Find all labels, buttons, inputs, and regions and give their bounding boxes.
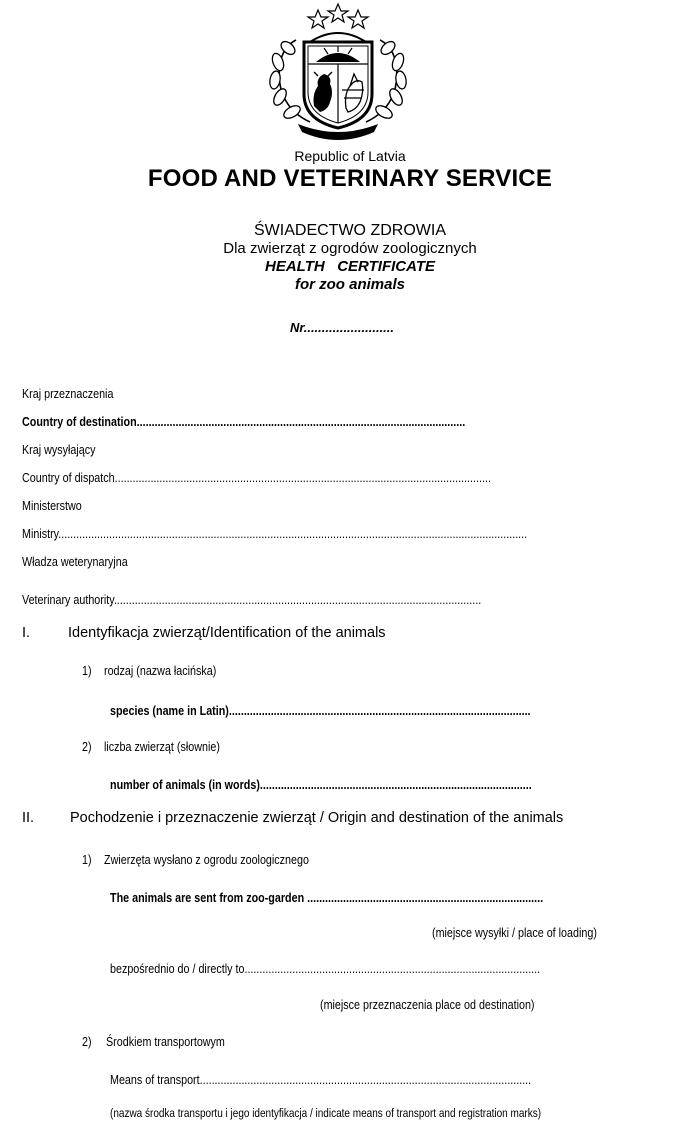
section-1-title: Identyfikacja zwierząt/Identification of the animals <box>68 625 386 641</box>
ministry-label-pl: Ministerstwo <box>22 499 82 513</box>
means-of-transport-field: Means of transport............................................................................................................... <box>110 1073 532 1087</box>
destination-label-pl: Kraj przeznaczenia <box>22 387 114 401</box>
section-2-item-2-number: 2) <box>82 1035 92 1049</box>
animal-count-field: number of animals (in words)........................................................................................... <box>110 778 532 792</box>
dispatch-label-pl: Kraj wysyłający <box>22 443 96 457</box>
place-of-loading-note: (miejsce wysyłki / place of loading) <box>432 926 597 940</box>
place-of-destination-note: (miejsce przeznaczenia place od destination) <box>320 998 535 1012</box>
ministry-field: Ministry............................................................................................................................................................. <box>22 527 528 541</box>
destination-field: Country of destination.............................................................................................................. <box>22 415 466 429</box>
transport-registration-note: (nazwa środka transportu i jego identyfikacja / indicate means of transport and registration marks) <box>110 1106 542 1120</box>
zoo-origin-label-pl: Zwierzęta wysłano z ogrodu zoologicznego <box>104 853 309 867</box>
section-1-number: I. <box>22 625 31 641</box>
section-2-number: II. <box>22 810 35 826</box>
section-2-item-1-number: 1) <box>82 853 92 867</box>
species-label-pl: rodzaj (nazwa łacińska) <box>104 664 217 678</box>
certificate-title-en: HEALTH CERTIFICATE <box>265 258 435 275</box>
dispatch-field: Country of dispatch.............................................................................................................................. <box>22 471 491 485</box>
section-1-item-1-number: 1) <box>82 664 92 678</box>
certificate-number-field: Nr......................... <box>289 320 395 335</box>
certificate-title-pl: ŚWIADECTWO ZDROWIA <box>254 222 446 239</box>
certificate-subtitle-en: for zoo animals <box>294 276 406 293</box>
species-field: species (name in Latin)..................................................................................................... <box>110 704 531 718</box>
certificate-subtitle-pl: Dla zwierząt z ogrodów zoologicznych <box>223 240 477 257</box>
vet-authority-label-pl: Władza weterynaryjna <box>22 555 128 569</box>
transport-label-pl: Środkiem transportowym <box>106 1035 225 1049</box>
section-2-title: Pochodzenie i przeznaczenie zwierząt / Origin and destination of the animals <box>70 810 564 826</box>
animal-count-label-pl: liczba zwierząt (słownie) <box>104 740 220 754</box>
directly-to-field: bezpośrednio do / directly to................................................................................................... <box>110 962 541 976</box>
zoo-origin-field: The animals are sent from zoo-garden ............................................................................... <box>110 891 544 905</box>
service-title: FOOD AND VETERINARY SERVICE <box>147 165 553 192</box>
vet-authority-field: Veterinary authority........................................................................................................................... <box>22 593 482 607</box>
section-1-item-2-number: 2) <box>82 740 92 754</box>
coat-of-arms-emblem <box>258 2 418 147</box>
republic-label: Republic of Latvia <box>294 148 406 164</box>
